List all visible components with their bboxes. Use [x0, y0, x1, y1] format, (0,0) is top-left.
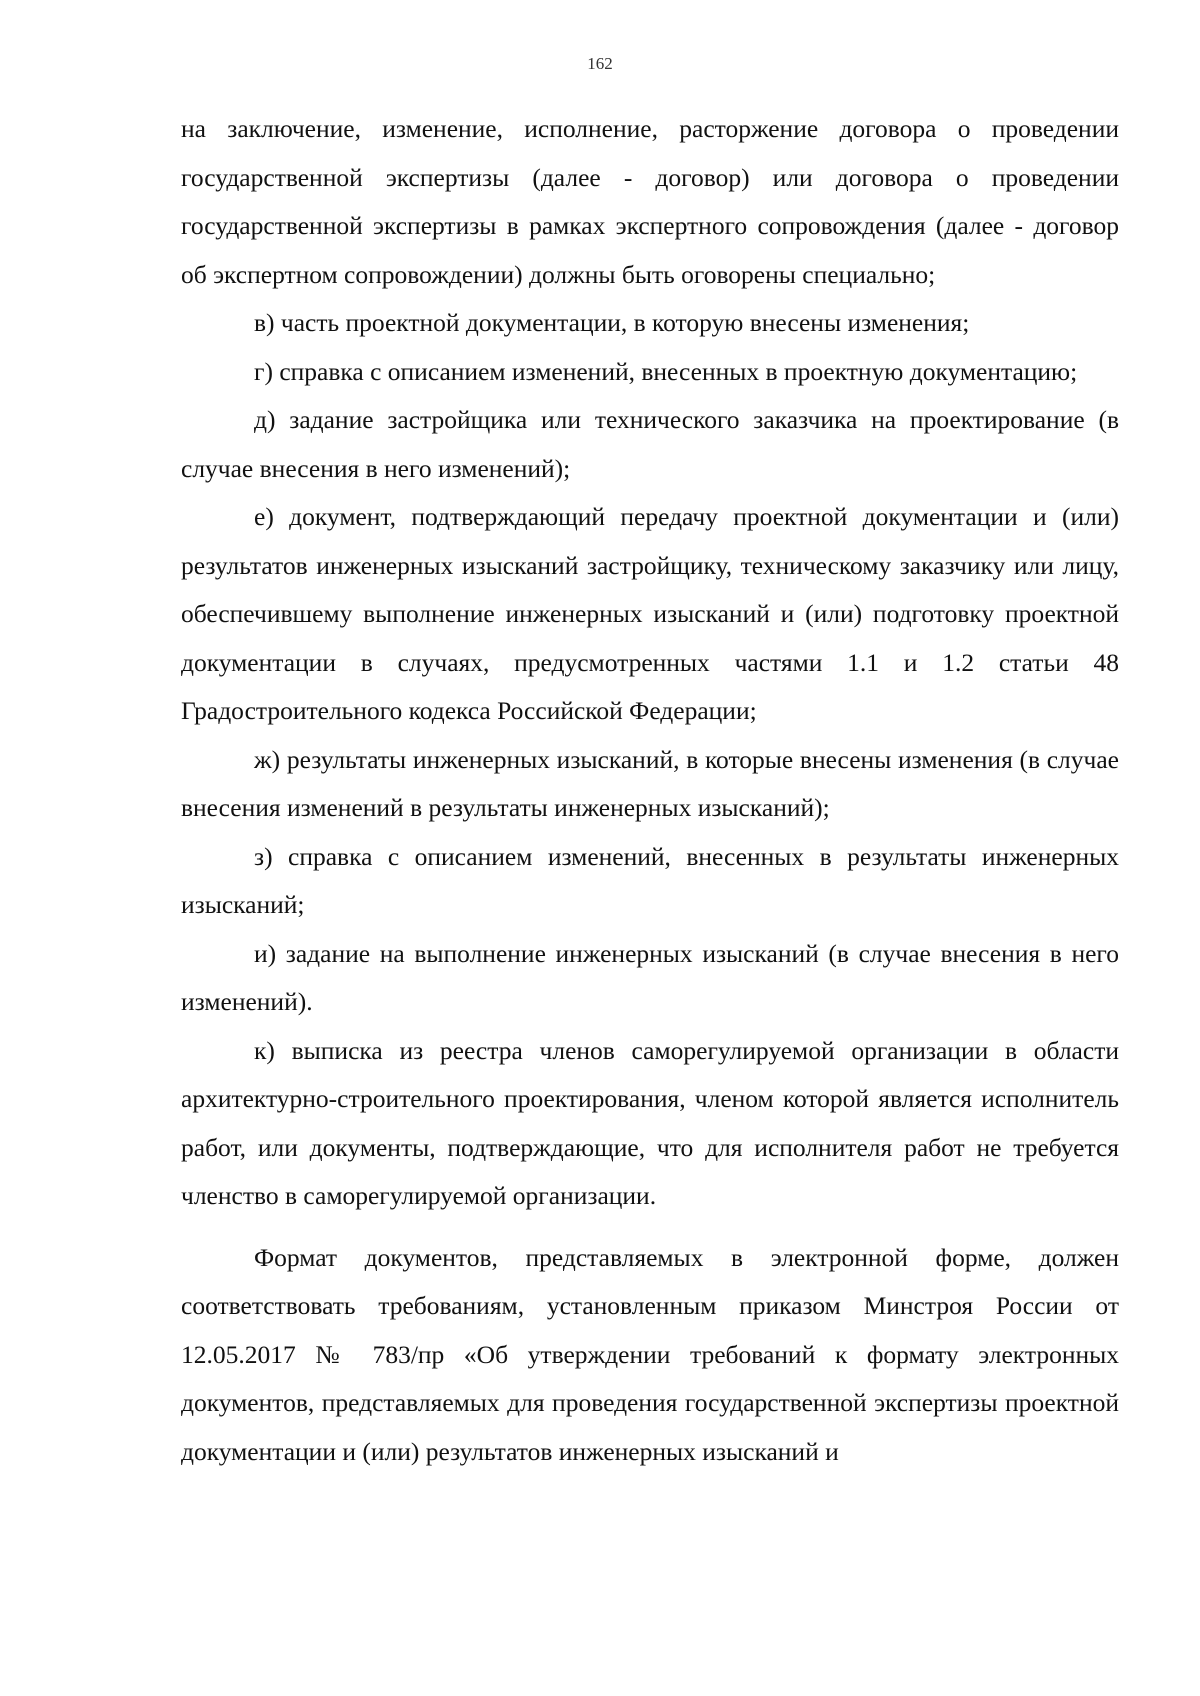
paragraph-item-zh: ж) результаты инженерных изысканий, в которые внесены изменения (в случае внесения изменений в результаты инженерных изысканий);: [181, 744, 1119, 822]
paragraph-item-d: д) задание застройщика или технического заказчика на проектирование (в случае внесения в него изменений);: [181, 405, 1119, 483]
paragraph-item-k: к) выписка из реестра членов саморегулируемой организации в области архитектурно-строительного проектирования, членом которой является исполнитель работ, или документы, подтверждающие, что для исполнителя работ не требуется членство в саморегулируемой организации.: [181, 1035, 1119, 1210]
paragraph-item-v: в) часть проектной документации, в которую внесены изменения;: [254, 308, 970, 337]
paragraph-item-e: е) документ, подтверждающий передачу проектной документации и (или) результатов инженерных изысканий застройщику, техническому заказчику или лицу, обеспечившему выполнение инженерных изысканий и (или) подготовку проектной документации в случаях, предусмотренных частями 1.1 и 1.2 статьи 48 Градостроительного кодекса Российской Федерации;: [181, 502, 1119, 725]
document-body: [181, 105, 1119, 1476]
paragraph-item-z: з) справка с описанием изменений, внесенных в результаты инженерных изысканий;: [181, 841, 1119, 919]
paragraph-item-g: г) справка с описанием изменений, внесенных в проектную документацию;: [254, 356, 1078, 386]
paragraph-format-requirements: Формат документов, представляемых в электронной форме, должен соответствовать требованиям, установленным приказом Минстроя России от 12.05.2017 № 783/пр «Об утверждении требований к формату электронных документов, представляемых для проведения государственной экспертизы проектной документации и (или) результатов инженерных изысканий и: [181, 1242, 1119, 1466]
page-number: 162: [587, 54, 613, 73]
paragraph-item-i: и) задание на выполнение инженерных изысканий (в случае внесения в него изменений).: [181, 938, 1119, 1016]
paragraph-continuation: на заключение, изменение, исполнение, расторжение договора о проведении государственной экспертизы (далее - договор) или договора о проведении государственной экспертизы в рамках экспертного сопровождения (далее - договор об экспертном сопровождении) должны быть оговорены специально;: [181, 114, 1119, 289]
